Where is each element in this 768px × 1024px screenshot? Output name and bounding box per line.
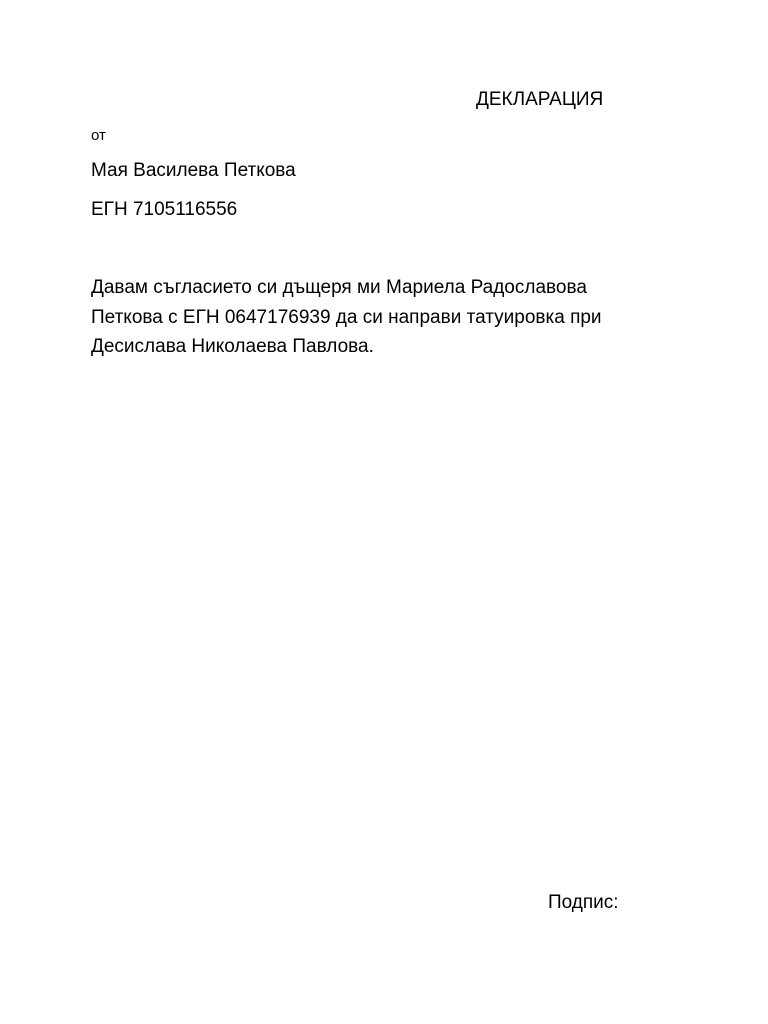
declaration-body-line: Петкова с ЕГН 0647176939 да си направи татуировка при (91, 306, 602, 328)
signature-label: Подпис: (548, 892, 619, 913)
declarant-egn: ЕГН 7105116556 (91, 199, 238, 220)
declaration-body (91, 273, 691, 362)
declaration-body-line: Десислава Николаева Павлова. (91, 336, 374, 357)
declarant-name: Мая Василева Петкова (91, 160, 296, 181)
document-title: ДЕКЛАРАЦИЯ (476, 89, 604, 110)
from-label: от (91, 127, 106, 144)
declaration-body-line: Давам съгласието си дъщеря ми Мариела Радославова (91, 277, 587, 298)
